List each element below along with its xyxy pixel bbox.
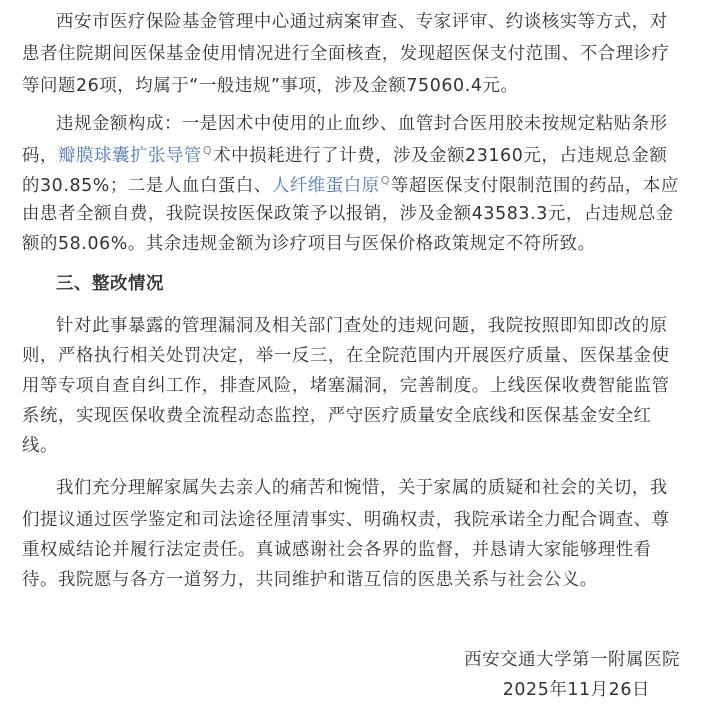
paragraph-2-line-3-post: 等超医保支付限制范围的药品，本应: [391, 176, 679, 196]
paragraph-3-line-2: 则，严格执行相关处罚决定，举一反三，在全院范围内开展医疗质量、医保基金使: [22, 346, 670, 366]
paragraph-3-line-4: 系统，实现医保收费全流程动态监控，严守医疗质量安全底线和医保基金安全红: [22, 406, 652, 426]
paragraph-4-line-1: 我们充分理解家属失去亲人的痛苦和惋惜，关于家属的质疑和社会的关切，我: [56, 478, 668, 498]
paragraph-3-line-1: 针对此事暴露的管理漏洞及相关部门查处的违规问题，我院按照即知即改的原: [56, 316, 668, 336]
search-icon[interactable]: Q: [380, 174, 391, 188]
paragraph-4-line-2: 们提议通过医学鉴定和司法途径厘清事实、明确权责，我院承诺全力配合调查、尊: [22, 510, 670, 530]
paragraph-4-line-3: 重权威结论并履行法定责任。真诚感谢社会各界的监督，并恳请大家能够理性看: [22, 540, 652, 560]
valve-balloon-catheter-link[interactable]: 瓣膜球囊扩张导管: [57, 146, 202, 166]
paragraph-4-line-4: 待。我院愿与各方一道努力，共同维护和谐互信的医患关系与社会公义。: [22, 570, 598, 590]
search-icon[interactable]: Q: [202, 144, 213, 158]
paragraph-2-line-2-post: 术中损耗进行了计费，涉及金额23160元，占违规总金额: [213, 146, 668, 166]
paragraph-1-line-1: 西安市医疗保险基金管理中心通过病案审查、专家评审、约谈核实等方式，对: [56, 12, 668, 32]
human-fibrinogen-link[interactable]: 人纤维蛋白原: [271, 176, 380, 196]
paragraph-2-line-2: [22, 140, 684, 172]
paragraph-2-line-5: 额的58.06%。其余违规金额为诊疗项目与医保价格政策规定不符所致。: [22, 234, 596, 254]
signature-organization: 西安交通大学第一附属医院: [464, 650, 680, 670]
paragraph-1-line-3: 等问题26项，均属于“一般违规”事项，涉及金额75060.4元。: [22, 76, 519, 96]
paragraph-3-line-5: 线。: [22, 436, 58, 456]
paragraph-2-line-1: 违规金额构成：一是因术中使用的止血纱、血管封合医用胶未按规定粘贴条形: [56, 114, 668, 134]
section-heading: 三、整改情况: [56, 274, 164, 294]
paragraph-2-line-2-pre: 码，: [22, 146, 58, 166]
signature-date: 2025年11月26日: [502, 680, 650, 700]
paragraph-2-line-3-pre: 的30.85%；二是人血白蛋白、: [22, 176, 272, 196]
paragraph-3-line-3: 用等专项自查自纠工作，排查风险，堵塞漏洞，完善制度。上线医保收费智能监管: [22, 376, 670, 396]
paragraph-2-line-4: 由患者全额自费，我院误按医保政策予以报销，涉及金额43583.3元，占违规总金: [22, 204, 674, 224]
paragraph-1-line-2: 患者住院期间医保基金使用情况进行全面核查，发现超医保支付范围、不合理诊疗: [22, 44, 670, 64]
